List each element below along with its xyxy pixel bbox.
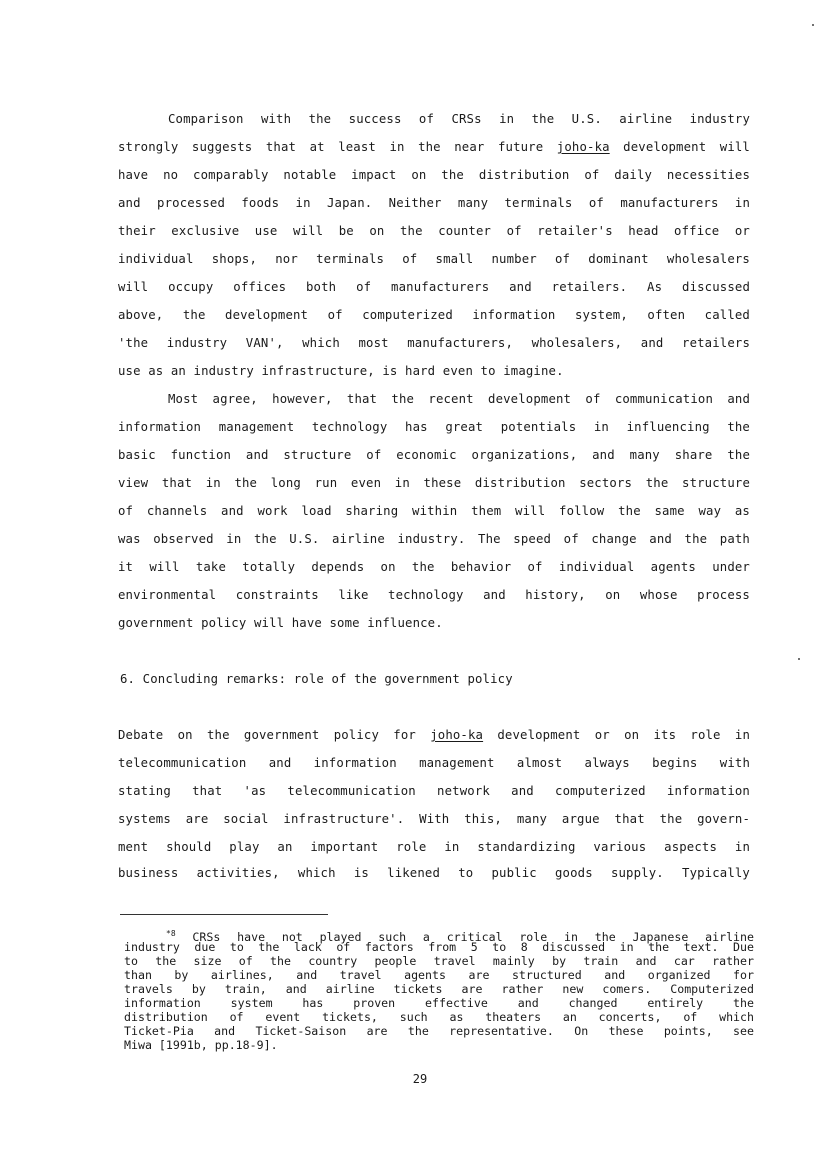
text-line: stating that 'as telecommunication network and computerized information bbox=[118, 784, 750, 798]
scan-speck bbox=[798, 658, 800, 660]
text-line: it will take totally depends on the behavior of individual agents under bbox=[118, 560, 750, 574]
text-segment: Debate on the government policy for bbox=[118, 728, 431, 742]
text-line bbox=[118, 140, 750, 154]
term-joho-ka: joho-ka bbox=[430, 728, 484, 742]
text-line: and processed foods in Japan. Neither many terminals of manufacturers in bbox=[118, 196, 750, 210]
text-line: their exclusive use will be on the counter of retailer's head office or bbox=[118, 224, 750, 238]
footnote-line: to the size of the country people travel mainly by train and car rather bbox=[124, 954, 754, 968]
text-line: telecommunication and information management almost always begins with bbox=[118, 756, 750, 770]
text-segment: development or on its role in bbox=[483, 728, 750, 742]
text-line: ment should play an important role in standardizing various aspects in bbox=[118, 840, 750, 854]
text-line: individual shops, nor terminals of small number of dominant wholesalers bbox=[118, 252, 750, 266]
text-line: environmental constraints like technology and history, on whose process bbox=[118, 588, 750, 602]
text-line: business activities, which is likened to public goods supply. Typically bbox=[118, 866, 750, 880]
text-line bbox=[118, 728, 750, 742]
text-line: have no comparably notable impact on the distribution of daily necessities bbox=[118, 168, 750, 182]
section-heading: 6. Concluding remarks: role of the government policy bbox=[120, 672, 513, 686]
text-line: use as an industry infrastructure, is hard even to imagine. bbox=[118, 364, 564, 378]
text-segment: development will bbox=[609, 140, 750, 154]
text-line: view that in the long run even in these distribution sectors the structure bbox=[118, 476, 750, 490]
text-line: of channels and work load sharing within them will follow the same way as bbox=[118, 504, 750, 518]
footnote-line: distribution of event tickets, such as theaters an concerts, of which bbox=[124, 1010, 754, 1024]
footnote-line: Miwa [1991b, pp.18-9]. bbox=[124, 1038, 278, 1052]
footnote-rule bbox=[120, 914, 328, 915]
text-segment: strongly suggests that at least in the near future bbox=[118, 140, 557, 154]
footnote-line: industry due to the lack of factors from 5 to 8 discussed in the text. Due bbox=[124, 940, 754, 954]
text-line: 'the industry VAN', which most manufacturers, wholesalers, and retailers bbox=[118, 336, 750, 350]
text-line: basic function and structure of economic organizations, and many share the bbox=[118, 448, 750, 462]
term-joho-ka: joho-ka bbox=[556, 140, 610, 154]
text-segment: CRSs have not played such a critical role in the Japanese airline bbox=[175, 929, 754, 944]
text-line: was observed in the U.S. airline industry. The speed of change and the path bbox=[118, 532, 750, 546]
text-line: government policy will have some influence. bbox=[118, 616, 443, 630]
text-line: systems are social infrastructure'. With this, many argue that the govern- bbox=[118, 812, 750, 826]
footnote-line: information system has proven effective and changed entirely the bbox=[124, 996, 754, 1010]
footnote-marker: *8 bbox=[166, 929, 176, 938]
footnote-line: Ticket-Pia and Ticket-Saison are the representative. On these points, see bbox=[124, 1024, 754, 1038]
text-line: above, the development of computerized information system, often called bbox=[118, 308, 750, 322]
footnote-line: travels by train, and airline tickets are rather new comers. Computerized bbox=[124, 982, 754, 996]
footnote-line: than by airlines, and travel agents are structured and organized for bbox=[124, 968, 754, 982]
text-line: Comparison with the success of CRSs in the U.S. airline industry bbox=[168, 112, 750, 126]
scan-speck bbox=[812, 24, 814, 26]
text-line: information management technology has great potentials in influencing the bbox=[118, 420, 750, 434]
text-line: will occupy offices both of manufacturers and retailers. As discussed bbox=[118, 280, 750, 294]
page-number: 29 bbox=[412, 1072, 428, 1086]
text-line: Most agree, however, that the recent development of communication and bbox=[168, 392, 750, 406]
